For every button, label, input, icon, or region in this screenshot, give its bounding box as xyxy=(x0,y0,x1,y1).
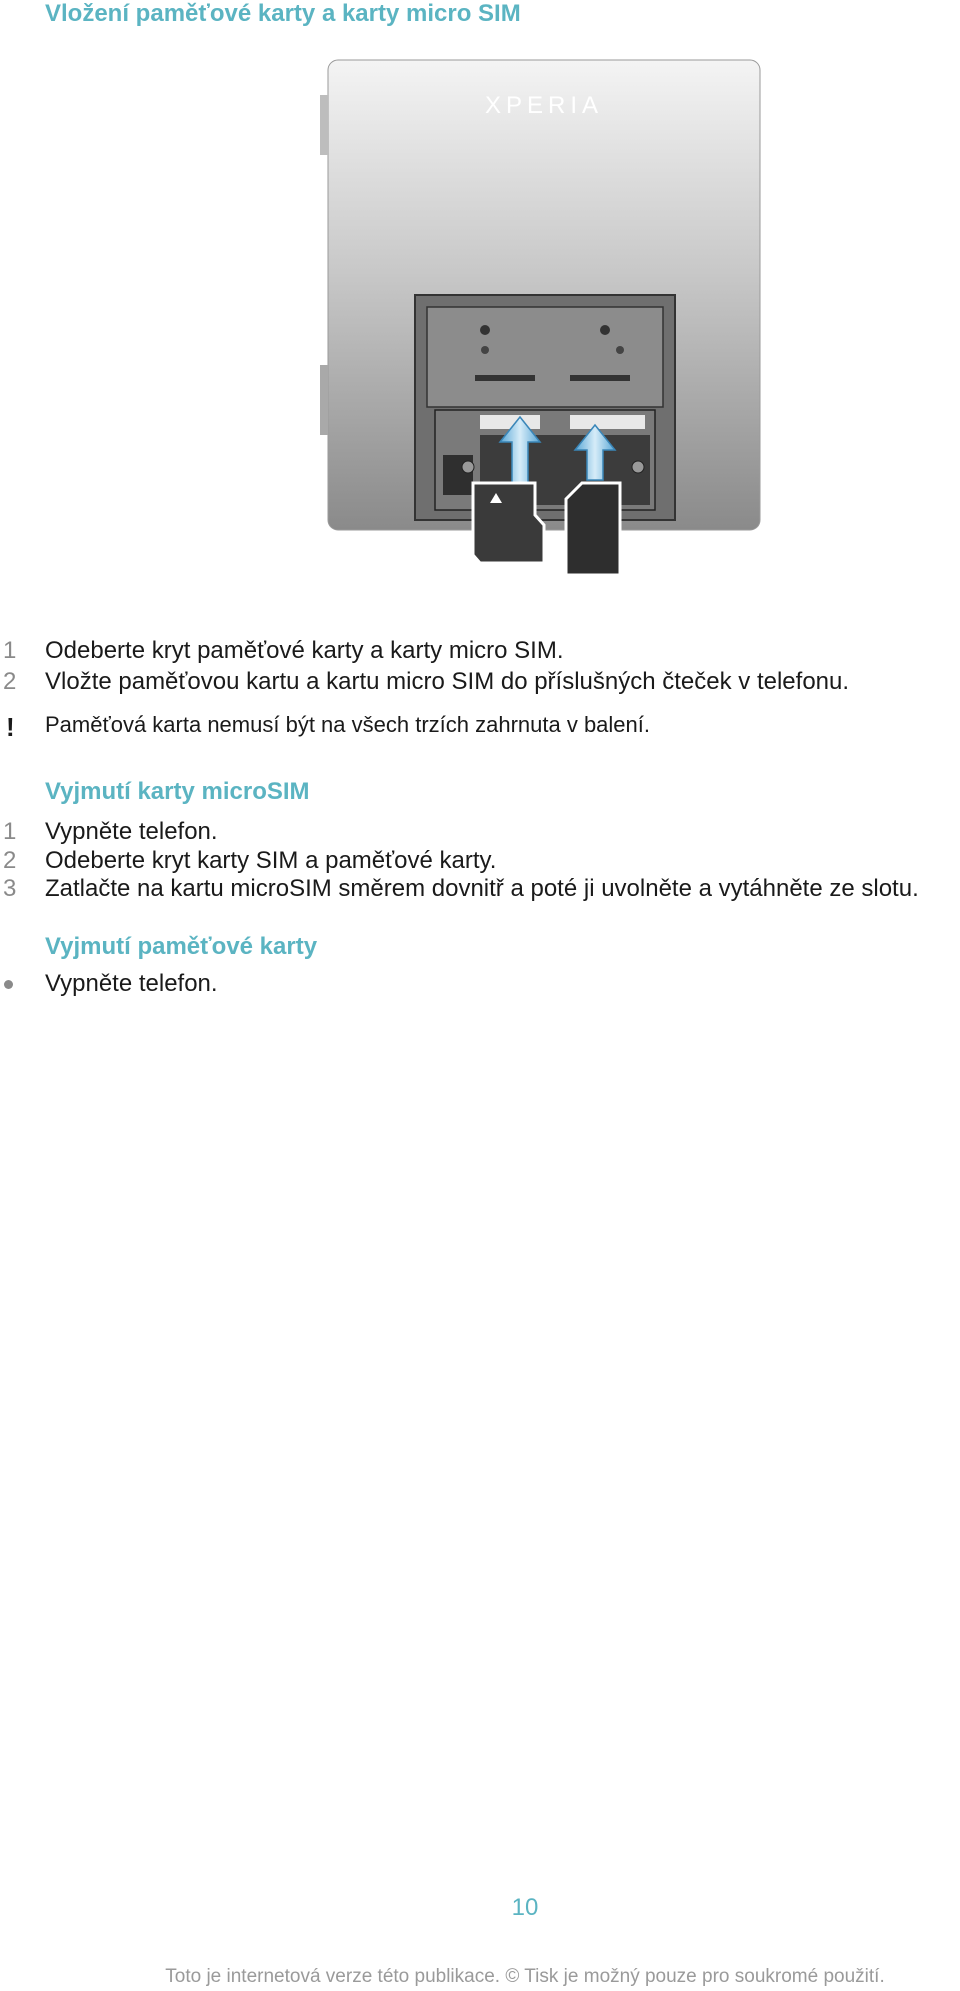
phone-illustration xyxy=(320,55,770,595)
step-text: Odeberte kryt paměťové karty a karty micro SIM. xyxy=(45,637,564,664)
step-text: Vložte paměťovou kartu a kartu micro SIM do příslušných čteček v telefonu. xyxy=(45,668,850,695)
card-slot-area xyxy=(415,295,675,520)
note-text: Paměťová karta nemusí být na všech trzích zahrnuta v balení. xyxy=(45,712,650,737)
bullet-text: Vypněte telefon. xyxy=(45,970,218,997)
page-number: 10 xyxy=(511,1894,539,1921)
brand-logo: XPERIA xyxy=(484,92,604,119)
footer-text: Toto je internetová verze této publikace. © Tisk je možný pouze pro soukromé použití. xyxy=(165,1966,885,1987)
microsd-card-icon xyxy=(473,483,544,563)
warning-icon: ! xyxy=(6,712,15,742)
subsection-title: Vyjmutí paměťové karty xyxy=(45,933,318,960)
step-number: 1 xyxy=(3,818,17,845)
bullet-icon xyxy=(4,980,13,989)
subsection-title: Vyjmutí karty microSIM xyxy=(45,778,310,805)
step-text: Odeberte kryt karty SIM a paměťové karty. xyxy=(45,847,497,874)
step-text: Zatlačte na kartu microSIM směrem dovnitř a poté ji uvolněte a vytáhněte ze slotu. xyxy=(45,875,919,902)
step-number: 1 xyxy=(3,637,17,664)
micro-sim-card-icon xyxy=(566,483,620,575)
step-text: Vypněte telefon. xyxy=(45,818,218,845)
step-number: 2 xyxy=(3,847,17,874)
section-title: Vložení paměťové karty a karty micro SIM xyxy=(45,0,521,27)
step-number: 3 xyxy=(3,875,17,902)
step-number: 2 xyxy=(3,668,17,695)
